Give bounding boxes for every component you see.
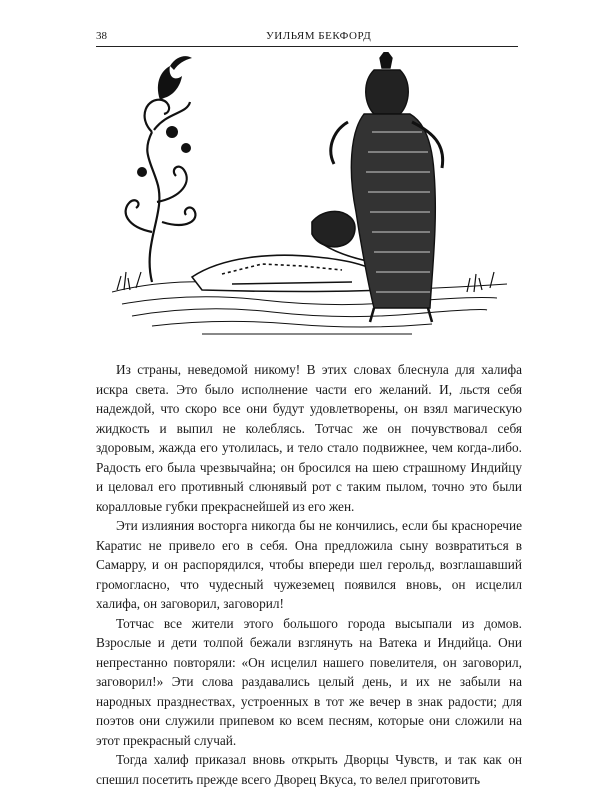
illustration (112, 52, 507, 342)
page-number: 38 (96, 30, 107, 42)
ornamental-plant (126, 100, 196, 282)
paragraph: Эти излияния восторга никогда бы не кончились, если бы красноречие Каратис не привело его в себя. Она предложила сыну возвратиться в Самарру, и он распорядился, чтобы впереди шел герольд, возглашавший громогласно, что чудесный чужеземец появился вновь, он исцелил халифа, он заговорил, заговорил! (96, 518, 522, 611)
running-title: УИЛЬЯМ БЕКФОРД (266, 30, 372, 42)
running-header (96, 28, 518, 47)
paragraph: Тотчас все жители этого большого города высыпали из домов. Взрослые и дети толпой бежали взглянуть на Ватека и Индийца. Они непрестанно повторяли: «Он исцелил нашего повелителя, он заговорил, заговорил!» Эти слова раздавались целый день, и их не забыли на народных празднествах, устроенных в тот же вечер в знак радости; для поэтов они служили припевом ко всем песням, которые они сложили на этот прекрасный случай. (96, 615, 522, 748)
reclining-caliph (192, 211, 382, 291)
paragraph: Из страны, неведомой никому! В этих словах блеснула для халифа искра света. Это было исполнение части его желаний. И, льстя себя надеждой, что скоро все они будут удовлетворены, он взял магическую жидкость и выпил не колеблясь. Тотчас же он почувствовал себя здоровым, жажда его утолилась, и тело стало подвижнее, чем когда-либо. Радость его была чрезвычайна; он бросился на шею страшному Индийцу и целовал его противный слюнявый рот с таким пылом, точно это были коралловые губки прекраснейшей из его жен. (96, 362, 522, 514)
body-text (96, 360, 522, 789)
paragraph: Тогда халиф приказал вновь открыть Дворцы Чувств, и так как он спешил посетить прежде всего Дворец Вкуса, то велел приготовить (96, 752, 522, 787)
